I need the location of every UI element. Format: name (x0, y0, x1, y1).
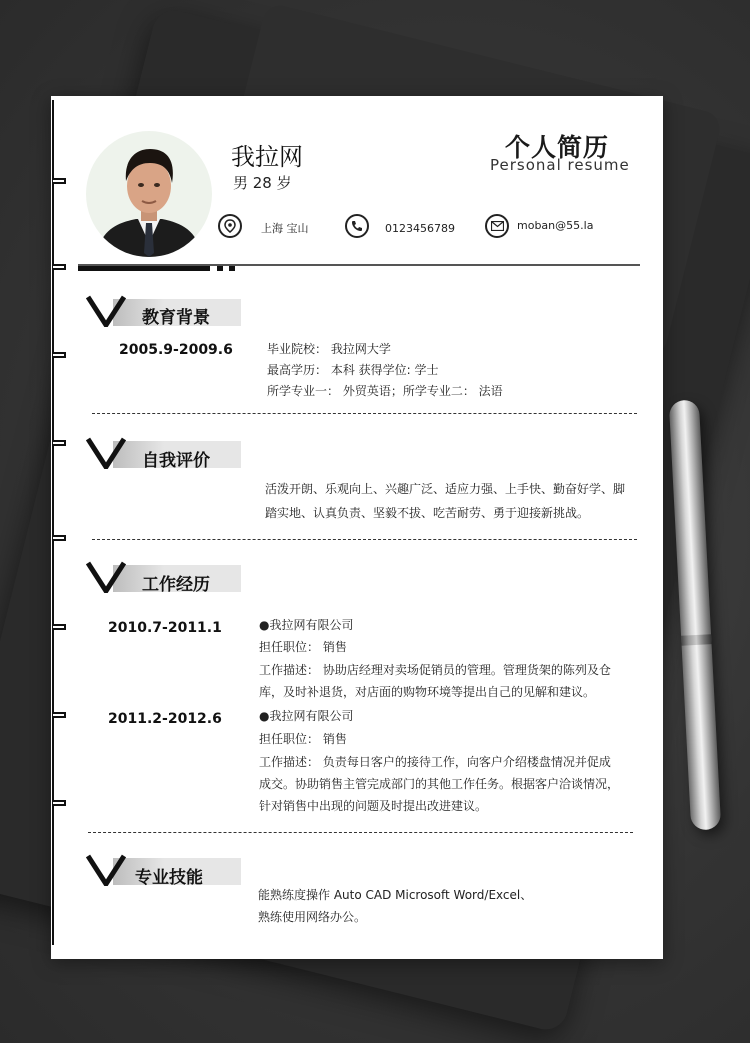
work-position: 担任职位： 销售 (259, 732, 347, 746)
section-title-work: 工作经历 (142, 575, 210, 595)
section-divider (92, 539, 637, 540)
work-desc: 针对销售中出现的问题及时提出改进建议。 (259, 799, 488, 813)
education-line: 所学专业一： 外贸英语；所学专业二： 法语 (267, 384, 503, 398)
work-desc: 库，及时补退货，对店面的购物环境等提出自己的见解和建议。 (259, 685, 596, 699)
education-line: 毕业院校： 我拉网大学 (267, 342, 391, 356)
binder-spine (52, 100, 54, 945)
work-desc: 工作描述： 负责每日客户的接待工作，向客户介绍楼盘情况并促成 (259, 755, 611, 769)
header-divider-dot (229, 266, 235, 271)
section-divider (92, 413, 637, 414)
binder-ring (53, 624, 66, 630)
work-date: 2010.7-2011.1 (108, 620, 222, 636)
binder-ring (53, 440, 66, 446)
resume-subtitle: Personal resume (490, 156, 630, 174)
phone-icon (345, 214, 369, 238)
email-text: moban@55.la (517, 219, 594, 232)
work-date: 2011.2-2012.6 (108, 711, 222, 727)
work-desc: 工作描述： 协助店经理对卖场促销员的管理。管理货架的陈列及仓 (259, 663, 611, 677)
section-divider (88, 832, 633, 833)
binder-ring (53, 178, 66, 184)
binder-ring (53, 800, 66, 806)
chevron-v-icon (86, 295, 126, 327)
person-name: 我拉网 (231, 143, 303, 171)
work-company: ●我拉网有限公司 (259, 709, 354, 723)
section-title-self-eval: 自我评价 (142, 451, 210, 471)
skills-line: 熟练使用网络办公。 (258, 910, 367, 924)
education-line: 最高学历： 本科 获得学位: 学士 (267, 363, 439, 377)
section-title-skills: 专业技能 (135, 868, 203, 888)
self-eval-line: 踏实地、认真负责、坚毅不拔、吃苦耐劳、勇于迎接新挑战。 (265, 506, 590, 520)
skills-line: 能熟练度操作 Auto CAD Microsoft Word/Excel、 (258, 888, 533, 902)
avatar (86, 131, 212, 257)
gender-age: 男 28 岁 (233, 174, 292, 192)
chevron-v-icon (86, 561, 126, 593)
chevron-v-icon (86, 854, 126, 886)
work-position: 担任职位： 销售 (259, 640, 347, 654)
binder-ring (53, 264, 66, 270)
map-pin-icon (218, 214, 242, 238)
header-divider-dot (217, 266, 223, 271)
section-title-education: 教育背景 (142, 308, 210, 328)
work-desc: 成交。协助销售主管完成部门的其他工作任务。根据客户洽谈情况， (259, 777, 620, 791)
mail-icon (485, 214, 509, 238)
binder-ring (53, 535, 66, 541)
chevron-v-icon (86, 437, 126, 469)
phone-text: 0123456789 (385, 222, 455, 235)
self-eval-line: 活泼开朗、乐观向上、兴趣广泛、适应力强、上手快、勤奋好学、脚 (265, 482, 626, 496)
header-divider-accent (78, 266, 210, 271)
education-date: 2005.9-2009.6 (119, 342, 233, 358)
binder-ring (53, 352, 66, 358)
resume-title: 个人简历 (505, 133, 610, 162)
location-text: 上海 宝山 (261, 222, 309, 235)
binder-ring (53, 712, 66, 718)
work-company: ●我拉网有限公司 (259, 618, 354, 632)
